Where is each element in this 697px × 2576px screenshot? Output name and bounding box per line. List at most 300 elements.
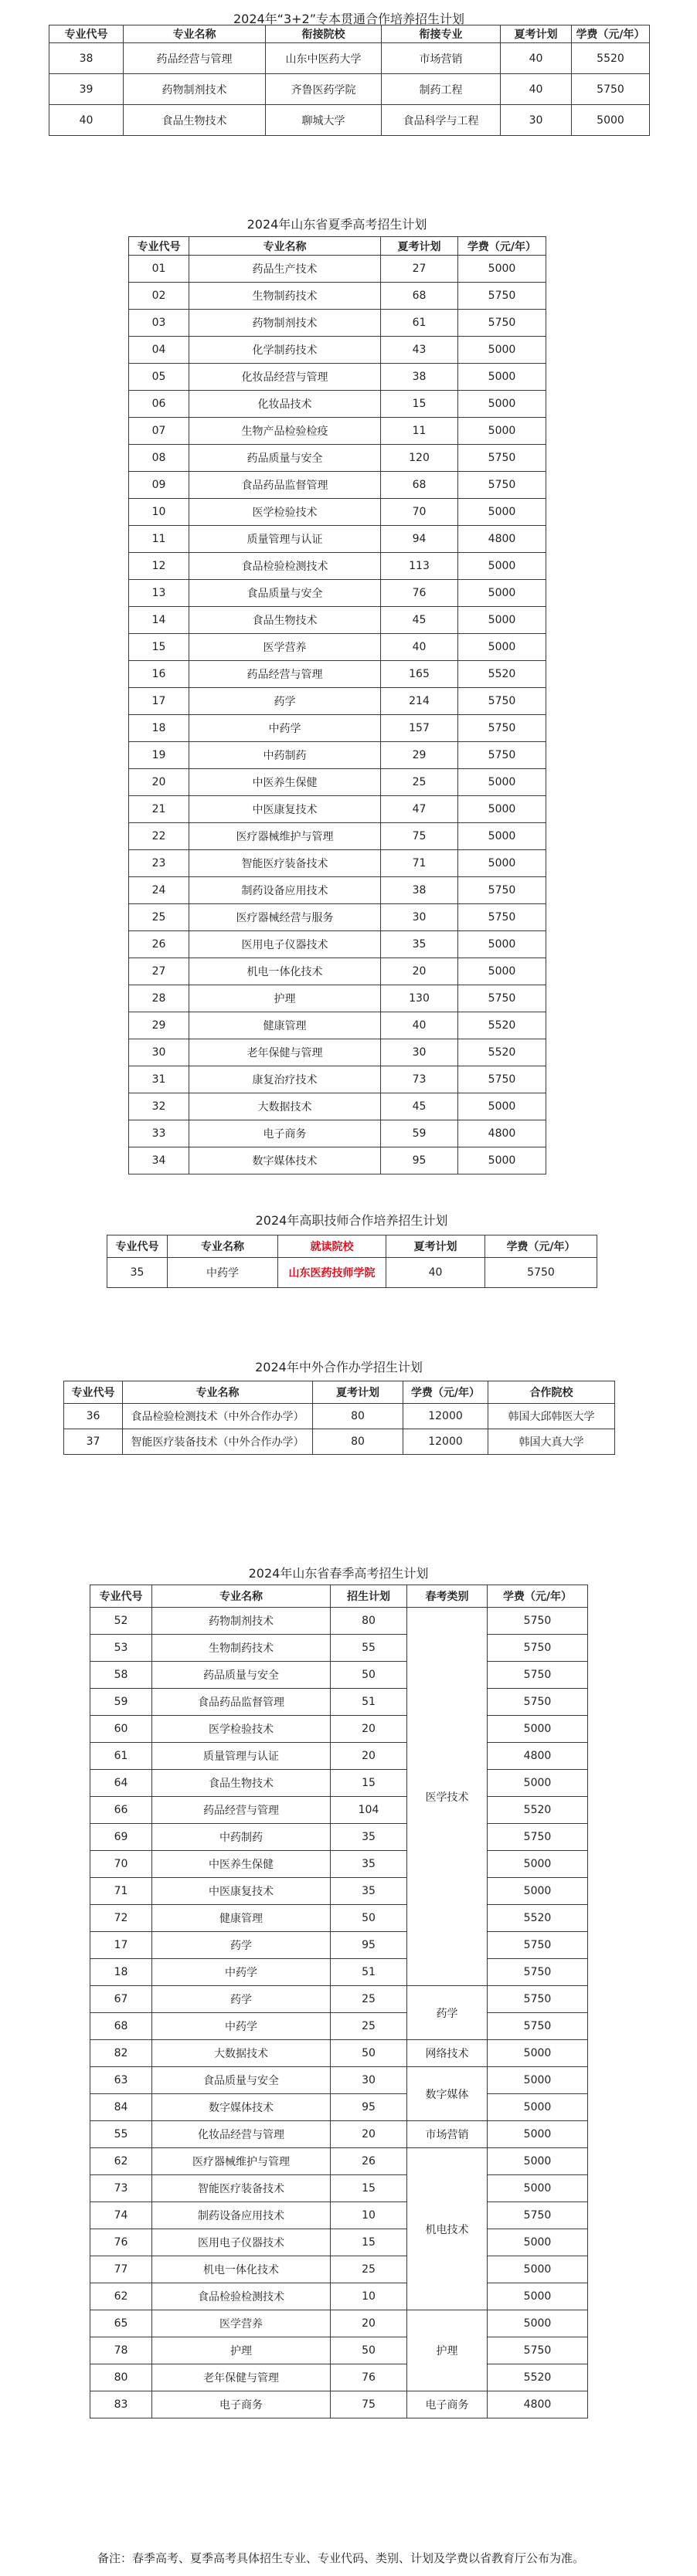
table-cell: 61	[90, 1743, 152, 1770]
table-cell: 27	[381, 256, 458, 283]
table-cell: 5000	[458, 796, 546, 823]
table-cell: 健康管理	[152, 1905, 331, 1932]
table-row	[90, 1905, 588, 1932]
table-cell: 73	[90, 2175, 152, 2202]
table-row	[90, 2175, 588, 2202]
table-cell: 5750	[458, 472, 546, 499]
table-row	[129, 850, 546, 877]
table-cell: 5520	[572, 43, 650, 74]
table-row	[107, 1258, 597, 1288]
table-row	[129, 472, 546, 499]
table-cell: 37	[64, 1429, 123, 1455]
header-row	[49, 25, 650, 43]
table-cell: 韩国大邱韩医大学	[488, 1404, 615, 1429]
table-row	[129, 310, 546, 337]
table5-title: 2024年山东省春季高考招生计划	[248, 1566, 429, 1581]
table-cell: 47	[381, 796, 458, 823]
table-cell: 40	[381, 634, 458, 661]
table-row	[90, 2202, 588, 2229]
table-cell: 40	[386, 1258, 485, 1288]
table-cell: 5000	[488, 1878, 588, 1905]
table-cell: 化妆品技术	[189, 391, 381, 418]
table-cell: 35	[331, 1878, 407, 1905]
footnote: 备注：春季高考、夏季高考具体招生专业、专业代码、类别、计划及学费以省教育厅公布为准。	[97, 2551, 585, 2565]
table-cell: 5000	[488, 2175, 588, 2202]
table-cell: 15	[381, 391, 458, 418]
table-cell: 5000	[488, 1770, 588, 1797]
table-row	[129, 526, 546, 553]
table-cell: 78	[90, 2337, 152, 2364]
table-cell: 35	[331, 1824, 407, 1851]
table-cell: 电子商务	[152, 2391, 331, 2418]
table-cell: 4800	[458, 526, 546, 553]
column-header: 学费（元/年）	[572, 25, 650, 43]
table-cell: 43	[381, 337, 458, 364]
table-cell: 药品质量与安全	[189, 445, 381, 472]
table-cell: 5000	[572, 105, 650, 136]
table-cell: 食品药品监督管理	[152, 1689, 331, 1716]
table-cell: 药品生产技术	[189, 256, 381, 283]
table-row	[129, 553, 546, 580]
table-cell: 5750	[488, 2202, 588, 2229]
table-cell: 03	[129, 310, 189, 337]
column-header: 春考类别	[407, 1585, 488, 1608]
table-cell: 5520	[488, 1905, 588, 1932]
header-row	[64, 1381, 615, 1404]
table-row	[129, 1012, 546, 1039]
table-cell: 60	[90, 1716, 152, 1743]
table-cell: 大数据技术	[189, 1093, 381, 1120]
table-row	[64, 1404, 615, 1429]
table-cell: 94	[381, 526, 458, 553]
table-row	[90, 2337, 588, 2364]
table-cell: 25	[331, 2013, 407, 2040]
table-cell: 制药设备应用技术	[189, 877, 381, 904]
table-cell: 18	[129, 715, 189, 742]
table-cell: 健康管理	[189, 1012, 381, 1039]
column-header: 招生计划	[331, 1585, 407, 1608]
table-cell: 药学	[189, 688, 381, 715]
table-cell: 30	[331, 2067, 407, 2094]
table-cell: 71	[381, 850, 458, 877]
category-cell: 护理	[407, 2310, 488, 2391]
table-row	[129, 769, 546, 796]
table4-title: 2024年中外合作办学招生计划	[255, 1360, 423, 1374]
table-cell: 76	[381, 580, 458, 607]
table1-title: 2024年“3+2”专本贯通合作培养招生计划	[233, 12, 465, 26]
column-header: 学费（元/年）	[488, 1585, 588, 1608]
table-cell: 5000	[458, 1093, 546, 1120]
table-row	[129, 1066, 546, 1093]
table-cell: 5000	[458, 364, 546, 391]
table-row	[90, 2310, 588, 2337]
table-cell: 5750	[458, 445, 546, 472]
table-row	[90, 1662, 588, 1689]
column-header: 学费（元/年）	[403, 1381, 488, 1404]
table-cell: 5000	[458, 391, 546, 418]
table-cell: 5000	[488, 2148, 588, 2175]
table-row	[129, 1120, 546, 1147]
table-cell: 61	[381, 310, 458, 337]
table-cell: 02	[129, 283, 189, 310]
table-cell: 食品药品监督管理	[189, 472, 381, 499]
table-cell: 120	[381, 445, 458, 472]
table-cell: 28	[129, 985, 189, 1012]
table-cell: 齐鲁医药学院	[266, 74, 382, 105]
table-cell: 5000	[458, 1147, 546, 1174]
table-cell: 5750	[488, 1635, 588, 1662]
table-row	[129, 634, 546, 661]
table-row	[129, 364, 546, 391]
column-header: 专业名称	[123, 1381, 313, 1404]
table-cell: 5000	[458, 337, 546, 364]
table-cell: 5000	[488, 1851, 588, 1878]
table-row	[129, 688, 546, 715]
column-header: 合作院校	[488, 1381, 615, 1404]
table-cell: 26	[129, 931, 189, 958]
table-cell: 山东中医药大学	[266, 43, 382, 74]
table-cell: 17	[90, 1932, 152, 1959]
table-cell: 62	[90, 2283, 152, 2310]
table-cell: 40	[49, 105, 124, 136]
table-cell: 33	[129, 1120, 189, 1147]
table-cell: 5750	[458, 904, 546, 931]
table-cell: 51	[331, 1689, 407, 1716]
column-header: 专业名称	[168, 1235, 278, 1258]
table-row	[129, 391, 546, 418]
table-cell: 75	[331, 2391, 407, 2418]
table-cell: 数字媒体技术	[152, 2094, 331, 2121]
table-cell: 10	[331, 2202, 407, 2229]
table-cell: 老年保健与管理	[152, 2364, 331, 2391]
column-header: 学费（元/年）	[485, 1235, 597, 1258]
table-cell: 31	[129, 1066, 189, 1093]
table-row	[90, 1797, 588, 1824]
table-cell: 66	[90, 1797, 152, 1824]
table-cell: 95	[381, 1147, 458, 1174]
table-cell: 82	[90, 2040, 152, 2067]
column-header: 专业名称	[152, 1585, 331, 1608]
table-cell: 38	[381, 364, 458, 391]
table-cell: 食品生物技术	[189, 607, 381, 634]
table-cell: 医用电子仪器技术	[189, 931, 381, 958]
table-cell: 55	[90, 2121, 152, 2148]
table-cell: 数字媒体技术	[189, 1147, 381, 1174]
table-row	[129, 1147, 546, 1174]
table-cell: 68	[90, 2013, 152, 2040]
table-row	[129, 661, 546, 688]
table-cell: 70	[381, 499, 458, 526]
table-cell: 32	[129, 1093, 189, 1120]
table-row	[90, 2256, 588, 2283]
table-cell: 214	[381, 688, 458, 715]
column-header: 专业代号	[107, 1235, 168, 1258]
table-cell: 20	[331, 1743, 407, 1770]
table-cell: 5750	[488, 1662, 588, 1689]
table-cell: 75	[381, 823, 458, 850]
table-cell: 质量管理与认证	[189, 526, 381, 553]
table-cell: 康复治疗技术	[189, 1066, 381, 1093]
table-cell: 5750	[488, 1986, 588, 2013]
category-cell: 数字媒体	[407, 2067, 488, 2121]
table-cell: 智能医疗装备技术	[189, 850, 381, 877]
table-cell: 06	[129, 391, 189, 418]
table-cell: 22	[129, 823, 189, 850]
table-cell: 20	[331, 2310, 407, 2337]
table-cell: 07	[129, 418, 189, 445]
table-row	[129, 823, 546, 850]
table-row	[90, 2094, 588, 2121]
table-cell: 5000	[458, 634, 546, 661]
table-cell: 5000	[458, 769, 546, 796]
table-cell: 食品质量与安全	[152, 2067, 331, 2094]
table-cell: 30	[381, 904, 458, 931]
table-cell: 29	[129, 1012, 189, 1039]
column-header: 专业名称	[124, 25, 266, 43]
table-row	[129, 796, 546, 823]
table-cell: 11	[129, 526, 189, 553]
table-cell: 26	[331, 2148, 407, 2175]
category-cell: 市场营销	[407, 2121, 488, 2148]
table-cell: 韩国大真大学	[488, 1429, 615, 1455]
table-cell: 5520	[488, 2364, 588, 2391]
column-header: 专业代号	[64, 1381, 123, 1404]
table-row	[90, 2067, 588, 2094]
table-cell: 80	[313, 1404, 403, 1429]
table-cell: 36	[64, 1404, 123, 1429]
table-cell: 30	[381, 1039, 458, 1066]
table-cell: 食品检验检测技术（中外合作办学）	[123, 1404, 313, 1429]
table-cell: 生物制药技术	[152, 1635, 331, 1662]
table-row	[90, 2148, 588, 2175]
table-cell: 食品生物技术	[124, 105, 266, 136]
table-cell: 50	[331, 2337, 407, 2364]
table-cell: 生物产品检验检疫	[189, 418, 381, 445]
table-cell: 药品经营与管理	[124, 43, 266, 74]
table-cell: 01	[129, 256, 189, 283]
table-cell: 大数据技术	[152, 2040, 331, 2067]
table-cell: 30	[129, 1039, 189, 1066]
table5	[90, 1585, 588, 2418]
table-cell: 药品质量与安全	[152, 1662, 331, 1689]
table-row	[129, 445, 546, 472]
table-cell: 20	[129, 769, 189, 796]
table-cell: 95	[331, 2094, 407, 2121]
header-row	[107, 1235, 597, 1258]
table-cell: 35	[381, 931, 458, 958]
table-cell: 5750	[458, 715, 546, 742]
table-cell: 10	[129, 499, 189, 526]
category-cell: 电子商务	[407, 2391, 488, 2418]
table-cell: 化妆品经营与管理	[152, 2121, 331, 2148]
column-header: 就读院校	[278, 1235, 386, 1258]
table-cell: 制药工程	[382, 74, 501, 105]
table3-title: 2024年高职技师合作培养招生计划	[255, 1213, 448, 1228]
column-header: 学费（元/年）	[458, 237, 546, 256]
table-row	[90, 1743, 588, 1770]
table-row	[49, 43, 650, 74]
table-row	[90, 1608, 588, 1635]
column-header: 专业代号	[49, 25, 124, 43]
table-cell: 65	[90, 2310, 152, 2337]
table-cell: 12000	[403, 1404, 488, 1429]
table-cell: 中药制药	[152, 1824, 331, 1851]
table-cell: 50	[331, 1662, 407, 1689]
table-cell: 25	[129, 904, 189, 931]
table-cell: 20	[381, 958, 458, 985]
table-cell: 35	[331, 1851, 407, 1878]
table-cell: 5750	[458, 283, 546, 310]
table-cell: 59	[90, 1689, 152, 1716]
table-cell: 药学	[152, 1986, 331, 2013]
table-cell: 51	[331, 1959, 407, 1986]
table-cell: 55	[331, 1635, 407, 1662]
table-cell: 45	[381, 1093, 458, 1120]
table-row	[129, 877, 546, 904]
table-cell: 食品检验检测技术	[152, 2283, 331, 2310]
table-row	[129, 1093, 546, 1120]
table-cell: 化妆品经营与管理	[189, 364, 381, 391]
column-header: 夏考计划	[386, 1235, 485, 1258]
table-row	[129, 904, 546, 931]
category-cell: 机电技术	[407, 2148, 488, 2310]
table-cell: 医疗器械维护与管理	[189, 823, 381, 850]
table-row	[90, 1851, 588, 1878]
table-cell: 5750	[458, 310, 546, 337]
table-cell: 5000	[458, 499, 546, 526]
table-cell: 药学	[152, 1932, 331, 1959]
table-cell: 5000	[488, 2256, 588, 2283]
table-cell: 84	[90, 2094, 152, 2121]
table-row	[90, 1932, 588, 1959]
table-cell: 医学营养	[152, 2310, 331, 2337]
table-row	[90, 1959, 588, 1986]
table4	[63, 1381, 615, 1455]
table-row	[129, 931, 546, 958]
table-cell: 5750	[488, 1932, 588, 1959]
table-cell: 聊城大学	[266, 105, 382, 136]
table-row	[129, 283, 546, 310]
table-row	[49, 105, 650, 136]
table-cell: 80	[331, 1608, 407, 1635]
table-row	[129, 418, 546, 445]
table-cell: 5000	[458, 418, 546, 445]
table-cell: 中药学	[168, 1258, 278, 1288]
table-cell: 电子商务	[189, 1120, 381, 1147]
table-cell: 25	[331, 1986, 407, 2013]
table-cell: 5520	[458, 1039, 546, 1066]
table-cell: 11	[381, 418, 458, 445]
table-cell: 77	[90, 2256, 152, 2283]
table-cell: 130	[381, 985, 458, 1012]
table-cell: 19	[129, 742, 189, 769]
table-cell: 04	[129, 337, 189, 364]
table-cell: 5000	[458, 607, 546, 634]
table-cell: 16	[129, 661, 189, 688]
table-row	[90, 2391, 588, 2418]
table-cell: 72	[90, 1905, 152, 1932]
table-cell: 80	[90, 2364, 152, 2391]
table-cell: 5000	[488, 2094, 588, 2121]
category-cell: 医学技术	[407, 1608, 488, 1986]
table-cell: 中药学	[152, 2013, 331, 2040]
table-cell: 45	[381, 607, 458, 634]
table-cell: 医用电子仪器技术	[152, 2229, 331, 2256]
table-cell: 5000	[458, 580, 546, 607]
table-cell: 5750	[458, 985, 546, 1012]
table-row	[129, 985, 546, 1012]
table-cell: 中医养生保健	[189, 769, 381, 796]
column-header: 专业代号	[90, 1585, 152, 1608]
table-cell: 5000	[458, 931, 546, 958]
table-cell: 95	[331, 1932, 407, 1959]
table-row	[90, 2040, 588, 2067]
table-cell: 13	[129, 580, 189, 607]
table-cell: 老年保健与管理	[189, 1039, 381, 1066]
table-cell: 15	[331, 1770, 407, 1797]
table-cell: 智能医疗装备技术	[152, 2175, 331, 2202]
table-row	[90, 1770, 588, 1797]
table-cell: 157	[381, 715, 458, 742]
table-cell: 护理	[152, 2337, 331, 2364]
table-cell: 64	[90, 1770, 152, 1797]
table-row	[90, 1689, 588, 1716]
table-cell: 5750	[458, 1066, 546, 1093]
table-row	[129, 607, 546, 634]
table-cell: 机电一体化技术	[152, 2256, 331, 2283]
table-cell: 80	[313, 1429, 403, 1455]
table-row	[90, 2364, 588, 2391]
table-cell: 生物制药技术	[189, 283, 381, 310]
table-cell: 5750	[485, 1258, 597, 1288]
table-cell: 5750	[488, 1824, 588, 1851]
table-cell: 药品经营与管理	[189, 661, 381, 688]
table-cell: 护理	[189, 985, 381, 1012]
table-row	[90, 2121, 588, 2148]
table-cell: 5000	[488, 2040, 588, 2067]
category-cell: 网络技术	[407, 2040, 488, 2067]
column-header: 专业名称	[189, 237, 381, 256]
table-cell: 5000	[458, 256, 546, 283]
table-cell: 5000	[458, 958, 546, 985]
table-cell: 104	[331, 1797, 407, 1824]
table-cell: 5750	[488, 1689, 588, 1716]
table-cell: 35	[107, 1258, 168, 1288]
table-cell: 5750	[488, 2337, 588, 2364]
table-cell: 58	[90, 1662, 152, 1689]
table-cell: 化学制药技术	[189, 337, 381, 364]
table-cell: 中药学	[152, 1959, 331, 1986]
table-row	[90, 1878, 588, 1905]
table-cell: 质量管理与认证	[152, 1743, 331, 1770]
table-cell: 24	[129, 877, 189, 904]
table-cell: 5750	[458, 742, 546, 769]
table2	[128, 236, 546, 1174]
table-cell: 15	[129, 634, 189, 661]
table-cell: 机电一体化技术	[189, 958, 381, 985]
table-cell: 62	[90, 2148, 152, 2175]
column-header: 衔接院校	[266, 25, 382, 43]
table-row	[49, 74, 650, 105]
column-header: 夏考计划	[501, 25, 572, 43]
header-row	[129, 237, 546, 256]
table-cell: 20	[331, 2121, 407, 2148]
table-cell: 4800	[488, 1743, 588, 1770]
table-cell: 5750	[488, 2013, 588, 2040]
table-row	[64, 1429, 615, 1455]
table-cell: 25	[381, 769, 458, 796]
table-cell: 5520	[488, 1797, 588, 1824]
